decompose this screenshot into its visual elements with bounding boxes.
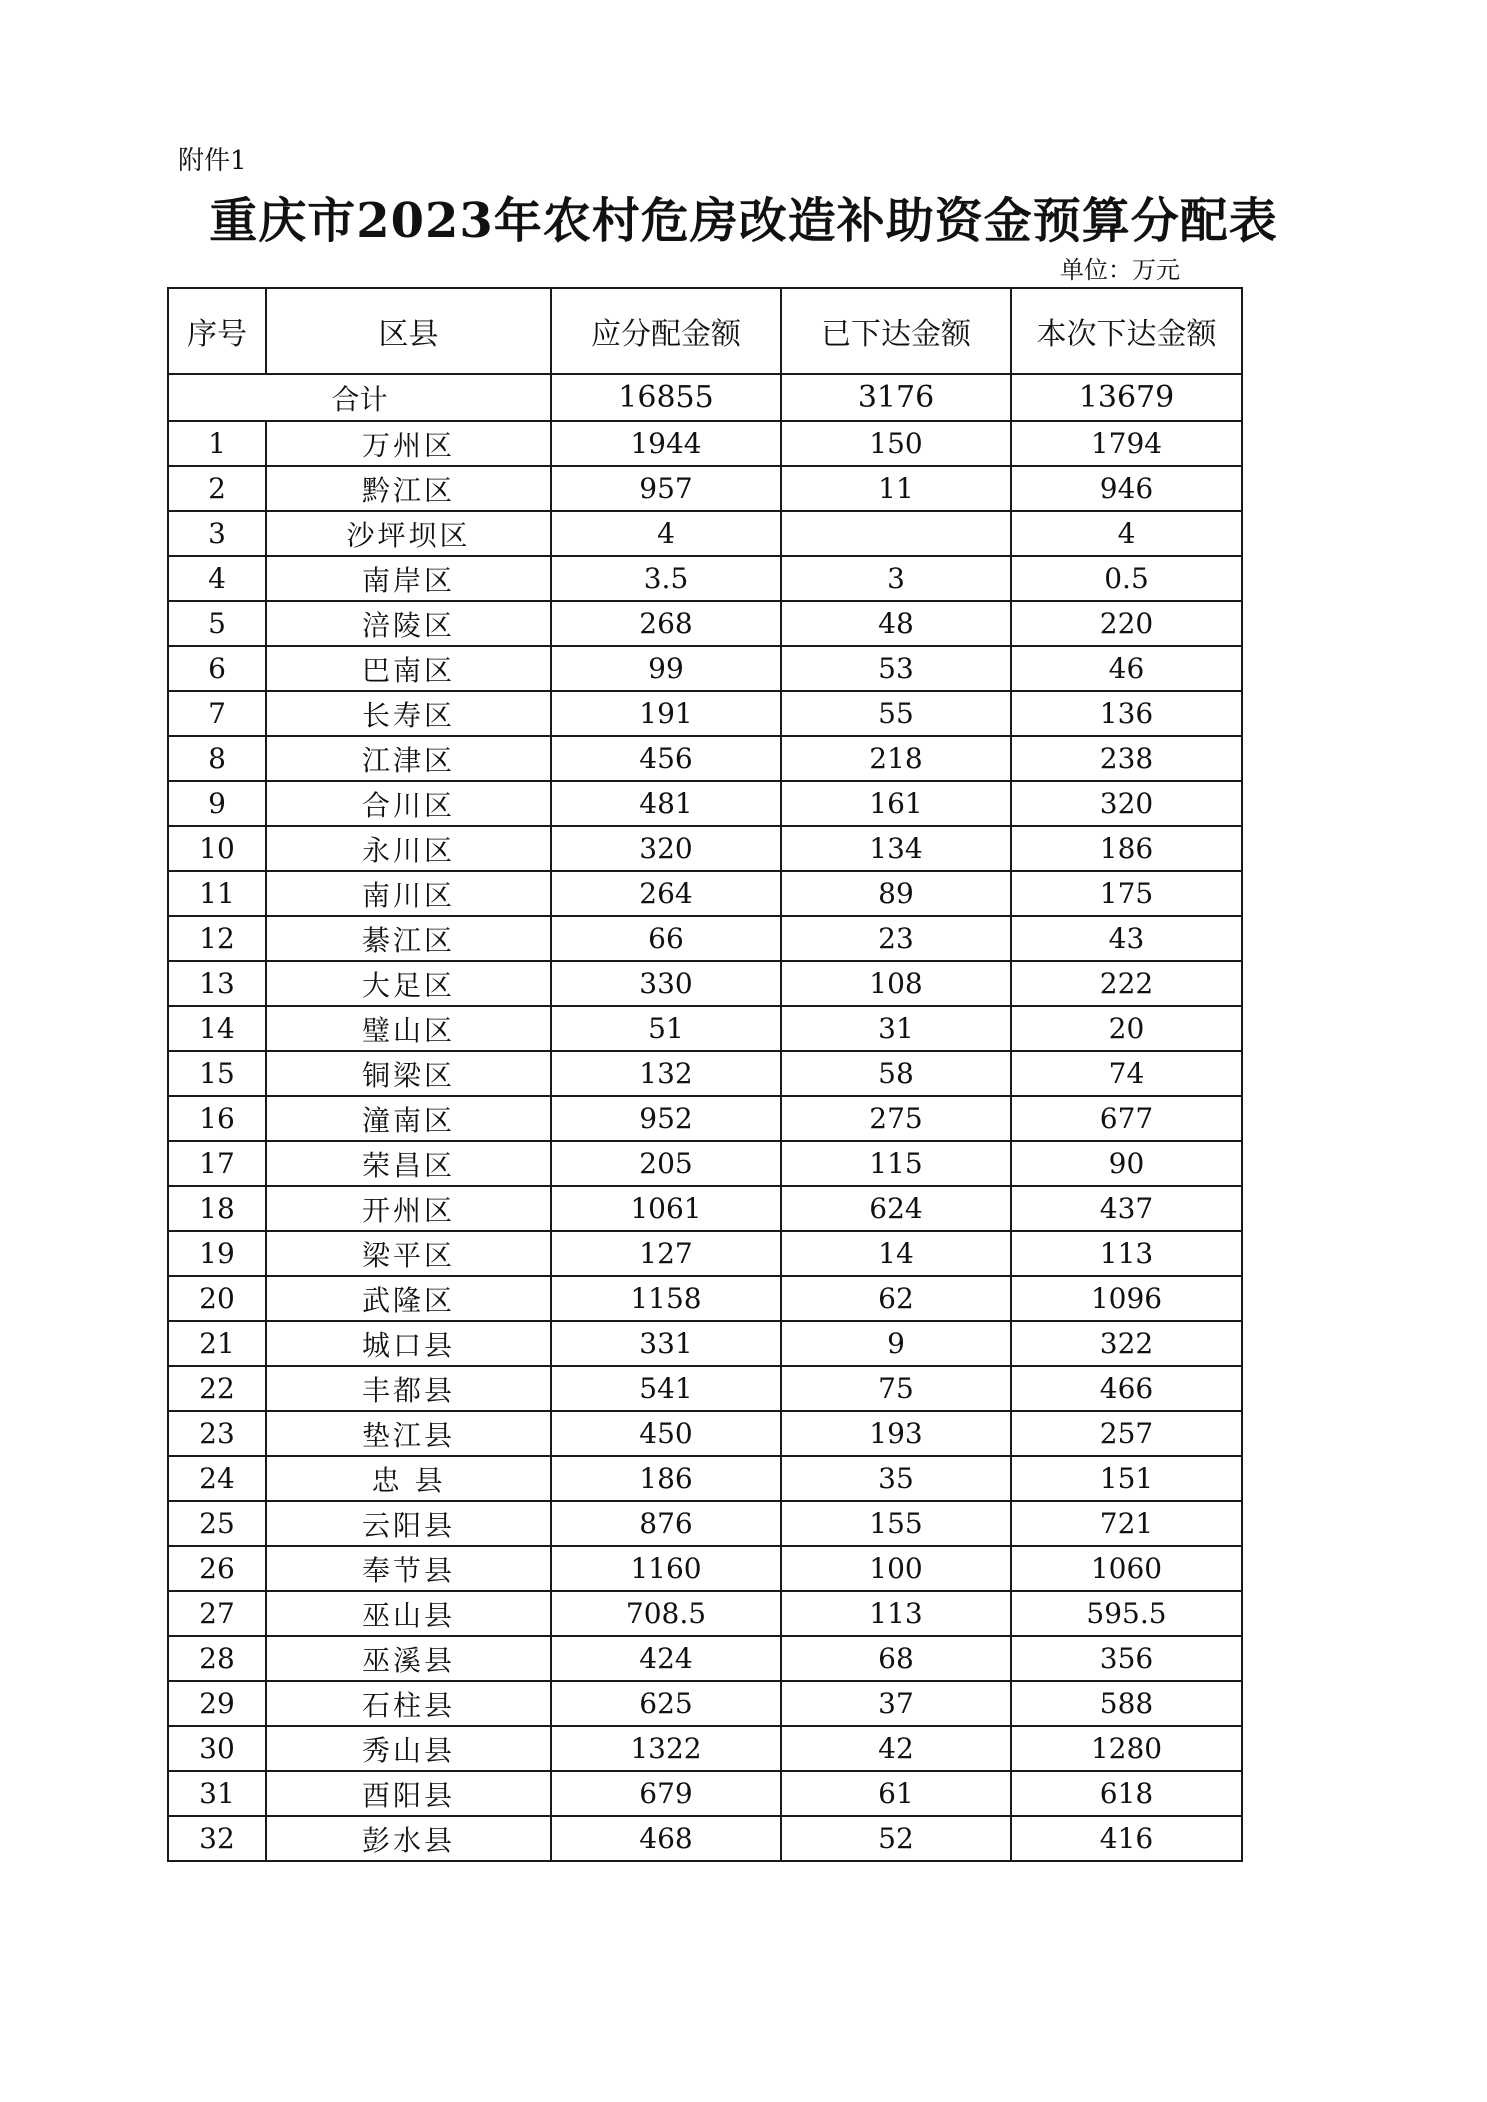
row-no: 22 — [168, 1366, 266, 1411]
table-row — [168, 1321, 1242, 1366]
row-county: 酉阳县 — [266, 1771, 551, 1816]
header-county: 区县 — [266, 288, 551, 374]
row-current: 113 — [1011, 1231, 1242, 1276]
table-row — [168, 871, 1242, 916]
row-allocated: 625 — [551, 1681, 781, 1726]
row-current: 588 — [1011, 1681, 1242, 1726]
row-county: 巫山县 — [266, 1591, 551, 1636]
row-issued: 62 — [781, 1276, 1011, 1321]
row-issued: 9 — [781, 1321, 1011, 1366]
row-no: 6 — [168, 646, 266, 691]
row-allocated: 876 — [551, 1501, 781, 1546]
row-issued: 275 — [781, 1096, 1011, 1141]
table-row — [168, 466, 1242, 511]
row-no: 32 — [168, 1816, 266, 1861]
row-current: 175 — [1011, 871, 1242, 916]
row-county: 武隆区 — [266, 1276, 551, 1321]
table-row — [168, 1006, 1242, 1051]
row-no: 29 — [168, 1681, 266, 1726]
row-allocated: 1322 — [551, 1726, 781, 1771]
row-no: 13 — [168, 961, 266, 1006]
row-issued: 624 — [781, 1186, 1011, 1231]
row-current: 43 — [1011, 916, 1242, 961]
row-current: 238 — [1011, 736, 1242, 781]
row-allocated: 186 — [551, 1456, 781, 1501]
row-county: 合川区 — [266, 781, 551, 826]
row-allocated: 264 — [551, 871, 781, 916]
row-current: 220 — [1011, 601, 1242, 646]
row-issued: 218 — [781, 736, 1011, 781]
row-county: 丰都县 — [266, 1366, 551, 1411]
row-no: 23 — [168, 1411, 266, 1456]
row-issued: 42 — [781, 1726, 1011, 1771]
row-no: 16 — [168, 1096, 266, 1141]
row-issued: 108 — [781, 961, 1011, 1006]
table-row — [168, 1726, 1242, 1771]
row-county: 巫溪县 — [266, 1636, 551, 1681]
row-current: 320 — [1011, 781, 1242, 826]
row-allocated: 679 — [551, 1771, 781, 1816]
row-current: 322 — [1011, 1321, 1242, 1366]
row-allocated: 952 — [551, 1096, 781, 1141]
row-allocated: 1061 — [551, 1186, 781, 1231]
row-current: 1794 — [1011, 421, 1242, 466]
row-no: 5 — [168, 601, 266, 646]
row-county: 黔江区 — [266, 466, 551, 511]
row-county: 南岸区 — [266, 556, 551, 601]
row-current: 20 — [1011, 1006, 1242, 1051]
row-issued: 134 — [781, 826, 1011, 871]
row-issued: 58 — [781, 1051, 1011, 1096]
row-no: 31 — [168, 1771, 266, 1816]
table-row — [168, 1141, 1242, 1186]
row-issued: 150 — [781, 421, 1011, 466]
row-allocated: 132 — [551, 1051, 781, 1096]
row-issued: 31 — [781, 1006, 1011, 1051]
row-issued: 55 — [781, 691, 1011, 736]
row-county: 大足区 — [266, 961, 551, 1006]
row-allocated: 4 — [551, 511, 781, 556]
row-county: 垫江县 — [266, 1411, 551, 1456]
row-no: 4 — [168, 556, 266, 601]
row-no: 30 — [168, 1726, 266, 1771]
table-row — [168, 1636, 1242, 1681]
row-county: 万州区 — [266, 421, 551, 466]
table-row — [168, 1681, 1242, 1726]
row-county: 璧山区 — [266, 1006, 551, 1051]
row-current: 257 — [1011, 1411, 1242, 1456]
table-row — [168, 691, 1242, 736]
row-current: 186 — [1011, 826, 1242, 871]
table-row — [168, 1771, 1242, 1816]
total-allocated: 16855 — [551, 374, 781, 421]
row-current: 677 — [1011, 1096, 1242, 1141]
row-issued: 53 — [781, 646, 1011, 691]
row-current: 1280 — [1011, 1726, 1242, 1771]
row-no: 26 — [168, 1546, 266, 1591]
row-no: 12 — [168, 916, 266, 961]
table-row — [168, 1366, 1242, 1411]
row-allocated: 708.5 — [551, 1591, 781, 1636]
row-allocated: 1158 — [551, 1276, 781, 1321]
row-allocated: 481 — [551, 781, 781, 826]
row-county: 梁平区 — [266, 1231, 551, 1276]
row-allocated: 268 — [551, 601, 781, 646]
table-row — [168, 511, 1242, 556]
row-county: 涪陵区 — [266, 601, 551, 646]
row-county: 荣昌区 — [266, 1141, 551, 1186]
table-row — [168, 781, 1242, 826]
row-issued: 100 — [781, 1546, 1011, 1591]
row-current: 46 — [1011, 646, 1242, 691]
header-issued: 已下达金额 — [781, 288, 1011, 374]
row-issued: 193 — [781, 1411, 1011, 1456]
row-allocated: 66 — [551, 916, 781, 961]
row-issued: 68 — [781, 1636, 1011, 1681]
row-county: 忠 县 — [266, 1456, 551, 1501]
total-current: 13679 — [1011, 374, 1242, 421]
row-allocated: 957 — [551, 466, 781, 511]
row-current: 0.5 — [1011, 556, 1242, 601]
total-row — [168, 374, 1242, 421]
row-allocated: 205 — [551, 1141, 781, 1186]
row-issued: 35 — [781, 1456, 1011, 1501]
table-row — [168, 556, 1242, 601]
row-no: 1 — [168, 421, 266, 466]
row-no: 9 — [168, 781, 266, 826]
row-no: 25 — [168, 1501, 266, 1546]
row-county: 巴南区 — [266, 646, 551, 691]
table-row — [168, 916, 1242, 961]
total-issued: 3176 — [781, 374, 1011, 421]
row-county: 长寿区 — [266, 691, 551, 736]
header-no: 序号 — [168, 288, 266, 374]
table-row — [168, 1276, 1242, 1321]
table-row — [168, 601, 1242, 646]
row-county: 石柱县 — [266, 1681, 551, 1726]
row-issued: 113 — [781, 1591, 1011, 1636]
row-allocated: 1160 — [551, 1546, 781, 1591]
row-issued: 11 — [781, 466, 1011, 511]
unit-label: 单位：万元 — [1060, 256, 1180, 284]
row-county: 秀山县 — [266, 1726, 551, 1771]
row-no: 28 — [168, 1636, 266, 1681]
row-allocated: 191 — [551, 691, 781, 736]
table-row — [168, 646, 1242, 691]
row-current: 222 — [1011, 961, 1242, 1006]
row-no: 11 — [168, 871, 266, 916]
row-issued: 75 — [781, 1366, 1011, 1411]
header-current: 本次下达金额 — [1011, 288, 1242, 374]
row-issued: 115 — [781, 1141, 1011, 1186]
row-current: 416 — [1011, 1816, 1242, 1861]
table-row — [168, 1186, 1242, 1231]
row-no: 14 — [168, 1006, 266, 1051]
row-issued: 155 — [781, 1501, 1011, 1546]
row-no: 7 — [168, 691, 266, 736]
row-issued — [781, 511, 1011, 556]
row-current: 721 — [1011, 1501, 1242, 1546]
row-allocated: 450 — [551, 1411, 781, 1456]
row-allocated: 330 — [551, 961, 781, 1006]
row-current: 136 — [1011, 691, 1242, 736]
table-row — [168, 1816, 1242, 1861]
row-allocated: 127 — [551, 1231, 781, 1276]
allocation-table — [167, 287, 1243, 1862]
row-county: 开州区 — [266, 1186, 551, 1231]
row-county: 綦江区 — [266, 916, 551, 961]
row-allocated: 1944 — [551, 421, 781, 466]
row-allocated: 468 — [551, 1816, 781, 1861]
row-no: 10 — [168, 826, 266, 871]
table-row — [168, 1546, 1242, 1591]
row-issued: 161 — [781, 781, 1011, 826]
row-no: 8 — [168, 736, 266, 781]
row-issued: 89 — [781, 871, 1011, 916]
table-row — [168, 421, 1242, 466]
row-no: 2 — [168, 466, 266, 511]
row-current: 618 — [1011, 1771, 1242, 1816]
table-row — [168, 826, 1242, 871]
total-label: 合计 — [168, 374, 551, 421]
row-current: 466 — [1011, 1366, 1242, 1411]
row-allocated: 320 — [551, 826, 781, 871]
row-current: 151 — [1011, 1456, 1242, 1501]
row-current: 4 — [1011, 511, 1242, 556]
row-issued: 48 — [781, 601, 1011, 646]
row-county: 潼南区 — [266, 1096, 551, 1141]
row-issued: 52 — [781, 1816, 1011, 1861]
row-allocated: 331 — [551, 1321, 781, 1366]
row-county: 沙坪坝区 — [266, 511, 551, 556]
row-county: 云阳县 — [266, 1501, 551, 1546]
row-county: 城口县 — [266, 1321, 551, 1366]
header-allocated: 应分配金额 — [551, 288, 781, 374]
row-current: 946 — [1011, 466, 1242, 511]
table-row — [168, 1096, 1242, 1141]
table-row — [168, 961, 1242, 1006]
row-current: 74 — [1011, 1051, 1242, 1096]
attachment-label: 附件1 — [178, 146, 247, 176]
table-row — [168, 1456, 1242, 1501]
row-allocated: 456 — [551, 736, 781, 781]
table-row — [168, 1411, 1242, 1456]
row-no: 18 — [168, 1186, 266, 1231]
row-current: 90 — [1011, 1141, 1242, 1186]
row-no: 20 — [168, 1276, 266, 1321]
header-row — [168, 288, 1242, 374]
row-county: 彭水县 — [266, 1816, 551, 1861]
row-current: 437 — [1011, 1186, 1242, 1231]
row-current: 595.5 — [1011, 1591, 1242, 1636]
row-allocated: 3.5 — [551, 556, 781, 601]
row-current: 356 — [1011, 1636, 1242, 1681]
row-county: 江津区 — [266, 736, 551, 781]
row-allocated: 541 — [551, 1366, 781, 1411]
table-row — [168, 1231, 1242, 1276]
row-issued: 23 — [781, 916, 1011, 961]
table-row — [168, 1051, 1242, 1096]
row-no: 19 — [168, 1231, 266, 1276]
row-no: 27 — [168, 1591, 266, 1636]
row-issued: 61 — [781, 1771, 1011, 1816]
row-no: 15 — [168, 1051, 266, 1096]
row-allocated: 424 — [551, 1636, 781, 1681]
row-allocated: 99 — [551, 646, 781, 691]
row-county: 南川区 — [266, 871, 551, 916]
row-issued: 37 — [781, 1681, 1011, 1726]
row-no: 24 — [168, 1456, 266, 1501]
row-current: 1060 — [1011, 1546, 1242, 1591]
row-county: 奉节县 — [266, 1546, 551, 1591]
document-title: 重庆市2023年农村危房改造补助资金预算分配表 — [209, 193, 1278, 249]
row-county: 永川区 — [266, 826, 551, 871]
row-no: 17 — [168, 1141, 266, 1186]
table-row — [168, 1591, 1242, 1636]
row-county: 铜梁区 — [266, 1051, 551, 1096]
row-no: 21 — [168, 1321, 266, 1366]
row-issued: 3 — [781, 556, 1011, 601]
row-no: 3 — [168, 511, 266, 556]
row-issued: 14 — [781, 1231, 1011, 1276]
row-current: 1096 — [1011, 1276, 1242, 1321]
table-row — [168, 736, 1242, 781]
table-row — [168, 1501, 1242, 1546]
row-allocated: 51 — [551, 1006, 781, 1051]
